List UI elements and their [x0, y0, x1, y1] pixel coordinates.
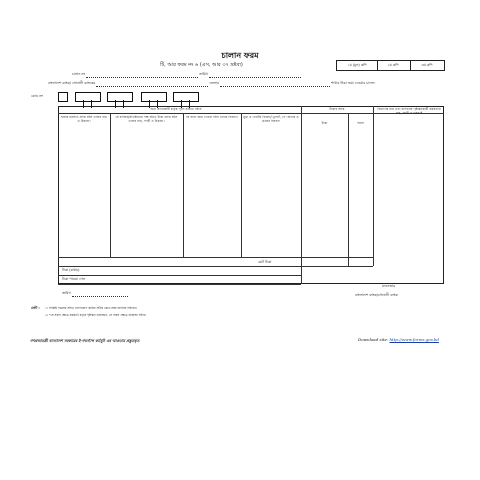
copy-box-third: ৩য় কপি [410, 60, 445, 71]
manager-label: ম্যানেজার [382, 284, 396, 288]
date-field[interactable] [209, 73, 301, 78]
code-box-4[interactable] [141, 92, 167, 102]
bank-label: বাংলাদেশ ব্যাংক/ সোনালী ব্যাংকের [48, 81, 96, 85]
publisher-note: গণপ্রজাতন্ত্রী বাংলাদেশ সরকারের ই-গভর্ন্যান্স কর্মসূচি এর আওতায় প্রস্তুতকৃত [30, 339, 140, 343]
form-title: চালান ফরম [221, 51, 259, 60]
in-words-label: টাকা (কথায়) [62, 268, 80, 272]
table-words-rule [58, 275, 301, 276]
bank-name: বাংলাদেশ ব্যাংক/সোনালী ব্যাংক [355, 293, 398, 297]
notes-heading: নোট : [31, 306, 40, 310]
challan-no-label: চালান নং [72, 72, 85, 76]
copy-box-original: ১ম (মূল) কপি [336, 60, 378, 71]
code-box-2[interactable] [75, 92, 101, 102]
code-box-3[interactable] [107, 92, 133, 102]
col-behalf-of: যে ব্যক্তির/প্রতিষ্ঠানের পক্ষ হইতে টাকা প্রদত্ত হইল তাহার নাম, পদবী ও ঠিকানা। [115, 115, 178, 124]
col-depositor: যাহার মারফত প্রদত্ত হইল তাহার নাম ও ঠিকানা। [61, 115, 107, 124]
col-poisa: পয়সা [356, 121, 365, 125]
col-taka: টাকা [321, 121, 328, 125]
total-label: মোট টাকা [258, 260, 272, 264]
col-divider-4 [301, 106, 302, 284]
col-divider-1 [110, 113, 111, 257]
table-body-bottom-rule [58, 257, 373, 258]
col-divider-6 [373, 106, 374, 266]
branch-label: শাখায় টাকা জমা দেওয়ার চালান [331, 81, 375, 85]
download-site [358, 337, 439, 342]
form-subtitle: টি, আর ফরম নং ৬ (এস, আর ৩৭ দ্রষ্টব্য) [160, 62, 243, 68]
note-item-1: ১। সংশ্লিষ্ট দপ্তরের সহিত যোগাযোগ করিয়া সঠিক কোড নম্বর জানিয়া লইবেন। [45, 306, 137, 310]
money-header: টাকার অংক [329, 107, 345, 111]
download-label: Download site: [358, 337, 389, 342]
code-label: কোড নং [31, 94, 43, 98]
col-purpose: কি বাবদ জমা দেওয়া হইল তাহার বিবরণ। [186, 115, 238, 119]
col-divider-5 [348, 113, 349, 266]
col-divider-3 [241, 113, 242, 257]
code-box-1[interactable] [58, 92, 68, 102]
district-field[interactable] [220, 82, 330, 87]
code-box-5[interactable] [173, 92, 199, 102]
table-received-rule [58, 284, 301, 285]
note-item-2: ২। *যে সকল ক্ষেত্রে কর্মকর্তা কর্তৃক পৃষ্ঠাঙ্কন প্রয়োজন, সে সকল ক্ষেত্রে প্রযোজ্য হইবে। [45, 313, 147, 317]
received-label: টাকা পাওয়া গেল [62, 277, 86, 281]
bank-row [48, 81, 375, 87]
challan-no-field[interactable] [86, 73, 198, 78]
col-instrument: মুদ্রা ও নোটের বিবরণ/ ড্রাফট, পে: অর্ডার ও চেকের বিবরণ। [243, 115, 299, 124]
officer-header: বিভাগের নাম এবং চালানের পৃষ্ঠাঙ্কনকারী কর্মকর্তার নাম, পদবী ও দপ্তর।* [377, 107, 441, 116]
col-divider-2 [183, 113, 184, 257]
challan-no-row [72, 72, 301, 78]
district-label: জেলার [209, 81, 220, 85]
bottom-date-row [62, 291, 128, 297]
group-header: জমা প্রদানকারী কর্তৃক পূরণ করিতে হইবে [150, 107, 202, 111]
bank-field[interactable] [96, 82, 208, 87]
bottom-date-label: তারিখ [62, 291, 71, 295]
table-total-rule [58, 266, 373, 267]
download-link[interactable]: http://www.forms.gov.bd [389, 337, 439, 342]
date-label: তারিখ [199, 72, 208, 76]
bottom-date-field[interactable] [72, 292, 128, 297]
copy-box-second: ২য় কপি [376, 60, 411, 71]
